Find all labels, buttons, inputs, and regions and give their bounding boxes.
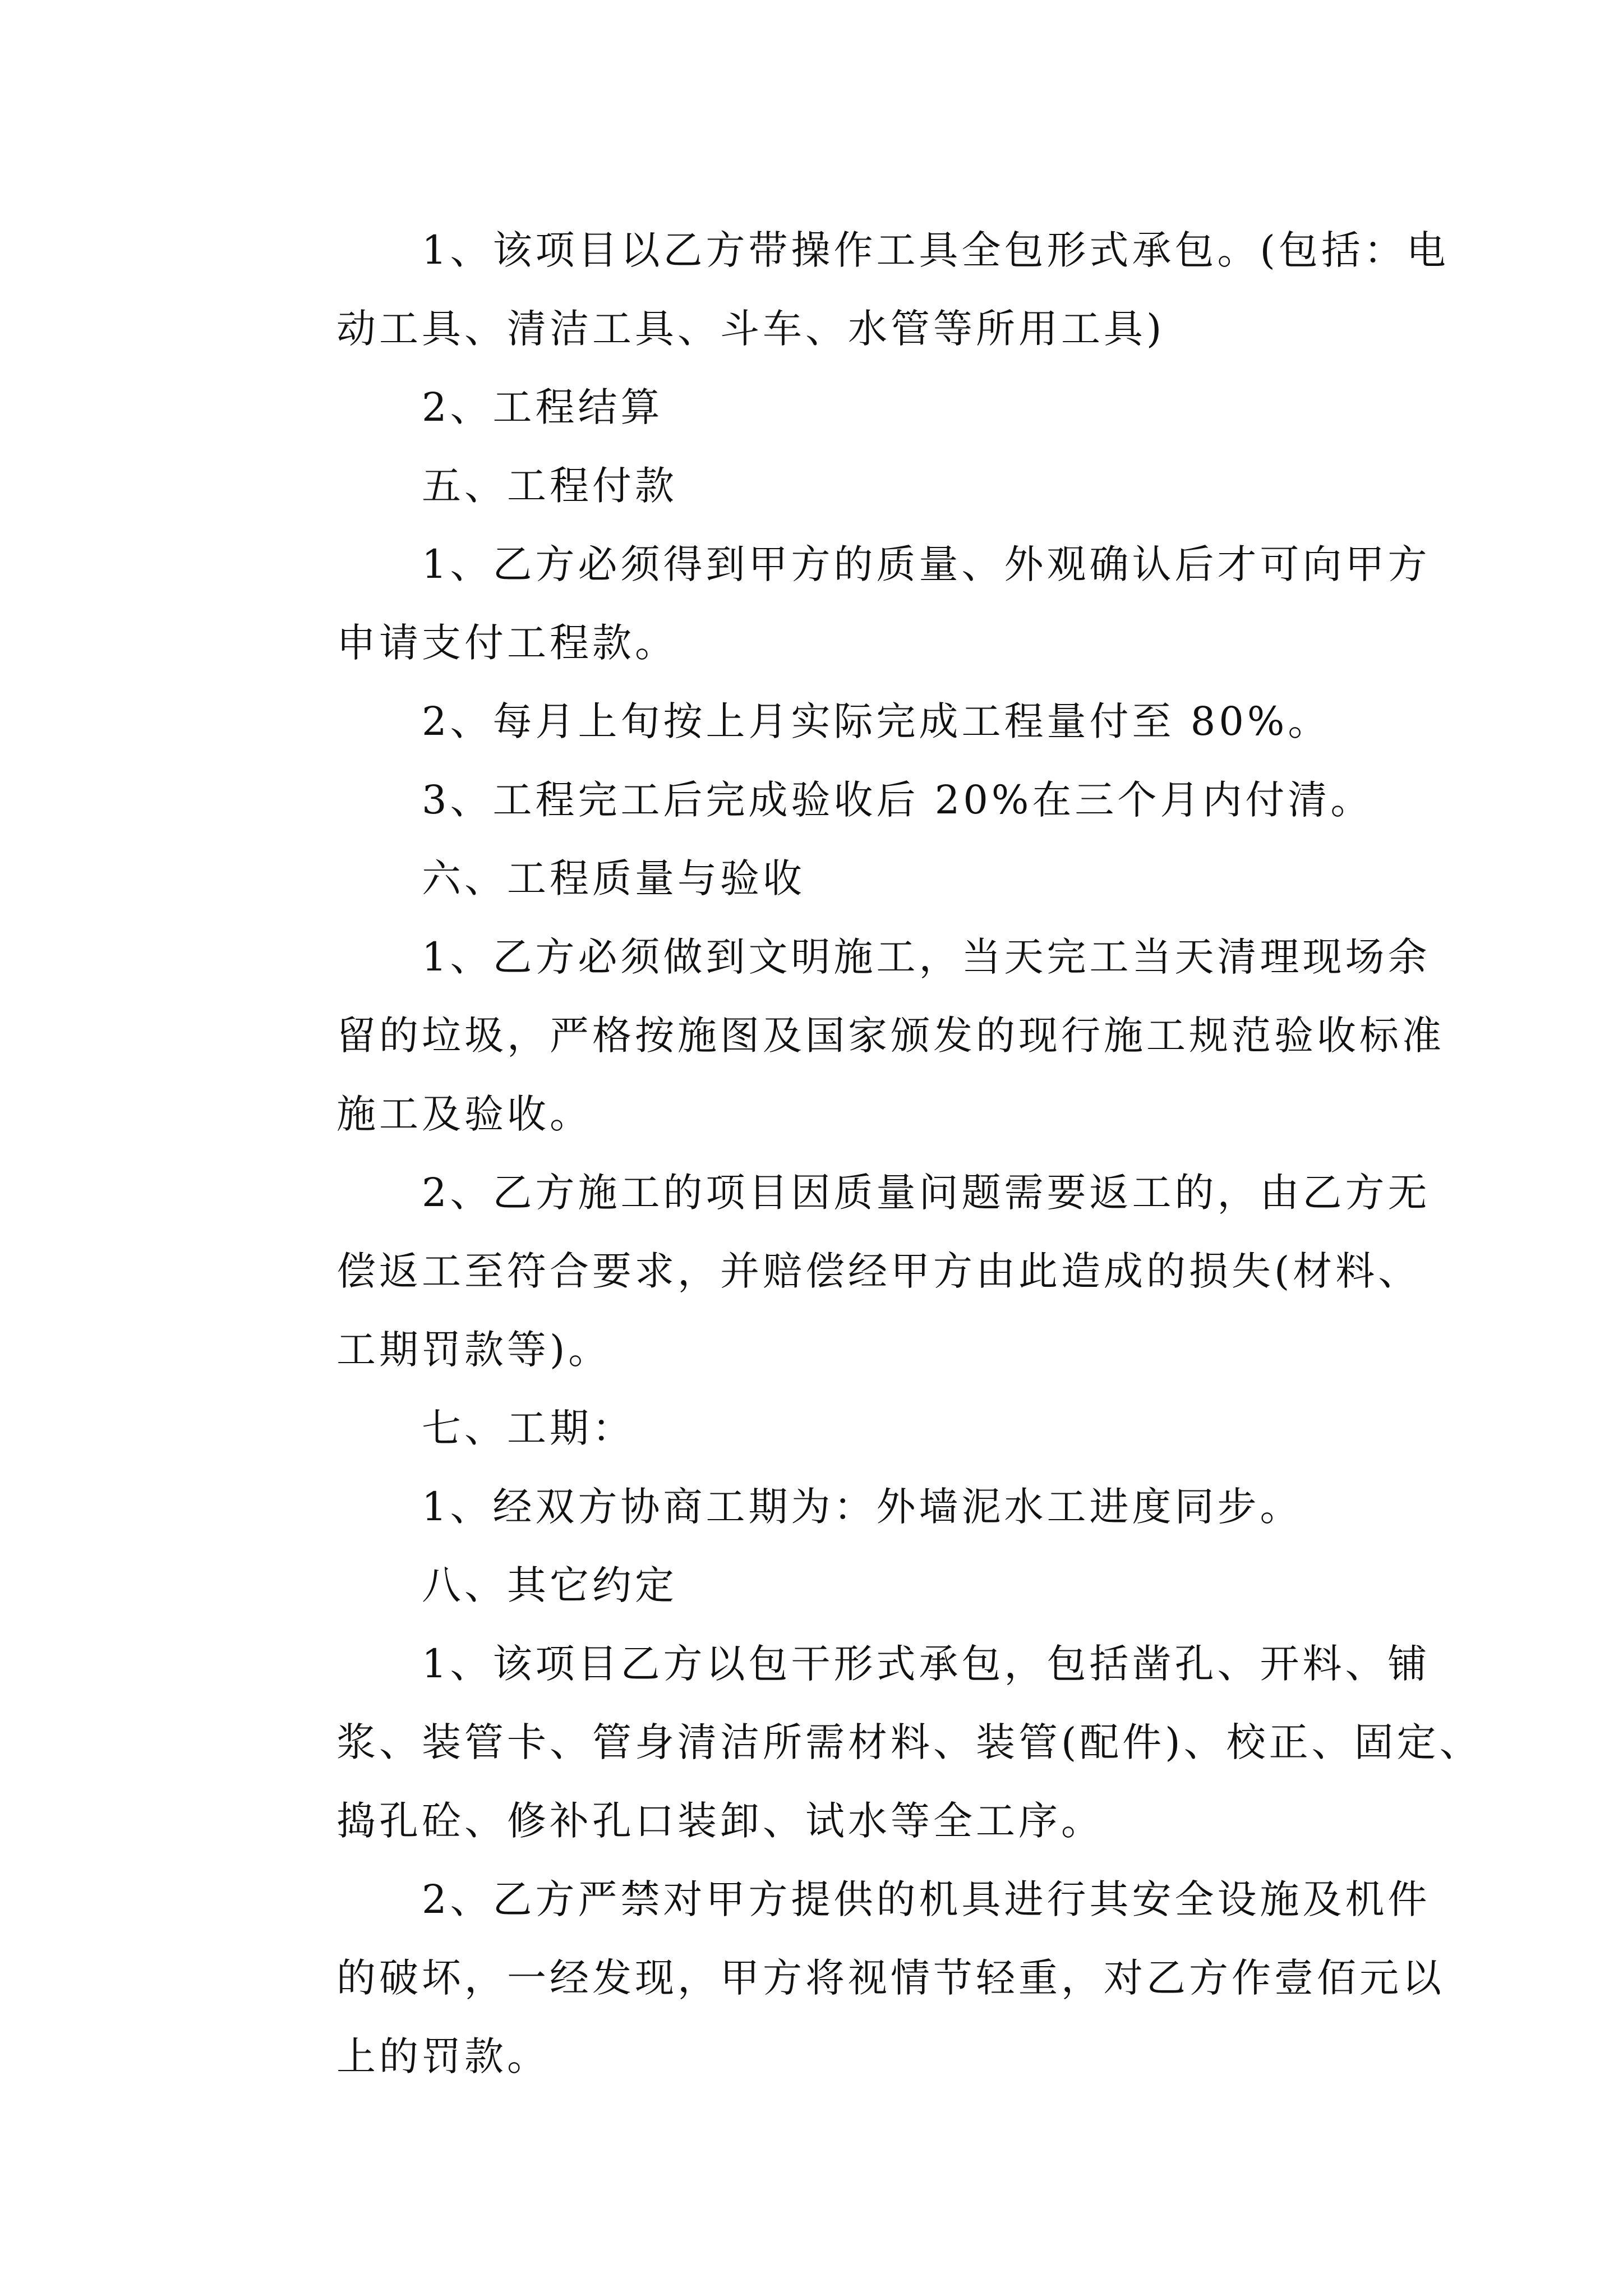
clause-final-payment bbox=[251, 761, 1384, 839]
text-line: 施工及验收。 bbox=[336, 1091, 592, 1137]
section-heading-payment bbox=[251, 447, 1384, 525]
section-heading: 八、其它约定 bbox=[422, 1562, 677, 1608]
section-heading-quality bbox=[251, 839, 1384, 918]
clause-tools bbox=[251, 211, 1449, 368]
section-heading-other bbox=[251, 1546, 1384, 1625]
text-line: 1、乙方必须得到甲方的质量、外观确认后才可向甲方 bbox=[422, 541, 1431, 587]
text-line: 2、乙方施工的项目因质量问题需要返工的，由乙方无 bbox=[422, 1170, 1431, 1216]
clause-schedule bbox=[251, 1467, 1384, 1546]
clause-rework bbox=[251, 1153, 1431, 1389]
text-line: 的破坏，一经发现，甲方将视情节轻重，对乙方作壹佰元以 bbox=[336, 1955, 1445, 2001]
text-line: 2、工程结算 bbox=[422, 384, 663, 430]
text-line: 2、每月上旬按上月实际完成工程量付至 80%。 bbox=[422, 698, 1331, 744]
clause-monthly-payment bbox=[251, 682, 1384, 761]
clause-settlement bbox=[251, 368, 1384, 447]
text-line: 申请支付工程款。 bbox=[336, 620, 677, 666]
section-heading-schedule bbox=[251, 1389, 1384, 1467]
text-line: 捣孔砼、修补孔口装卸、试水等全工序。 bbox=[336, 1798, 1104, 1844]
document-body bbox=[251, 211, 1482, 2096]
clause-lump-sum bbox=[251, 1625, 1482, 1860]
text-line: 工期罚款等)。 bbox=[336, 1327, 611, 1373]
text-line: 1、该项目以乙方带操作工具全包形式承包。(包括：电 bbox=[422, 227, 1449, 273]
clause-payment-confirmation bbox=[251, 525, 1431, 682]
text-line: 1、经双方协商工期为：外墙泥水工进度同步。 bbox=[422, 1484, 1303, 1530]
section-heading: 六、工程质量与验收 bbox=[422, 855, 805, 901]
text-line: 偿返工至符合要求，并赔偿经甲方由此造成的损失(材料、 bbox=[336, 1248, 1421, 1294]
text-line: 2、乙方严禁对甲方提供的机具进行其安全设施及机件 bbox=[422, 1876, 1431, 1922]
text-line: 上的罚款。 bbox=[336, 2033, 550, 2079]
section-heading: 七、工期： bbox=[422, 1405, 635, 1451]
text-line: 3、工程完工后完成验收后 20%在三个月内付清。 bbox=[422, 777, 1373, 823]
text-line: 留的垃圾，严格按施图及国家颁发的现行施工规范验收标准 bbox=[336, 1013, 1445, 1059]
text-line: 1、该项目乙方以包干形式承包，包括凿孔、开料、铺 bbox=[422, 1641, 1431, 1687]
text-line: 1、乙方必须做到文明施工，当天完工当天清理现场余 bbox=[422, 934, 1431, 980]
text-line: 动工具、清洁工具、斗车、水管等所用工具) bbox=[336, 306, 1165, 352]
clause-equipment-penalty bbox=[251, 1860, 1445, 2096]
text-line: 浆、装管卡、管身清洁所需材料、装管(配件)、校正、固定、 bbox=[336, 1719, 1482, 1765]
clause-civilized-construction bbox=[251, 918, 1445, 1153]
section-heading: 五、工程付款 bbox=[422, 463, 677, 509]
